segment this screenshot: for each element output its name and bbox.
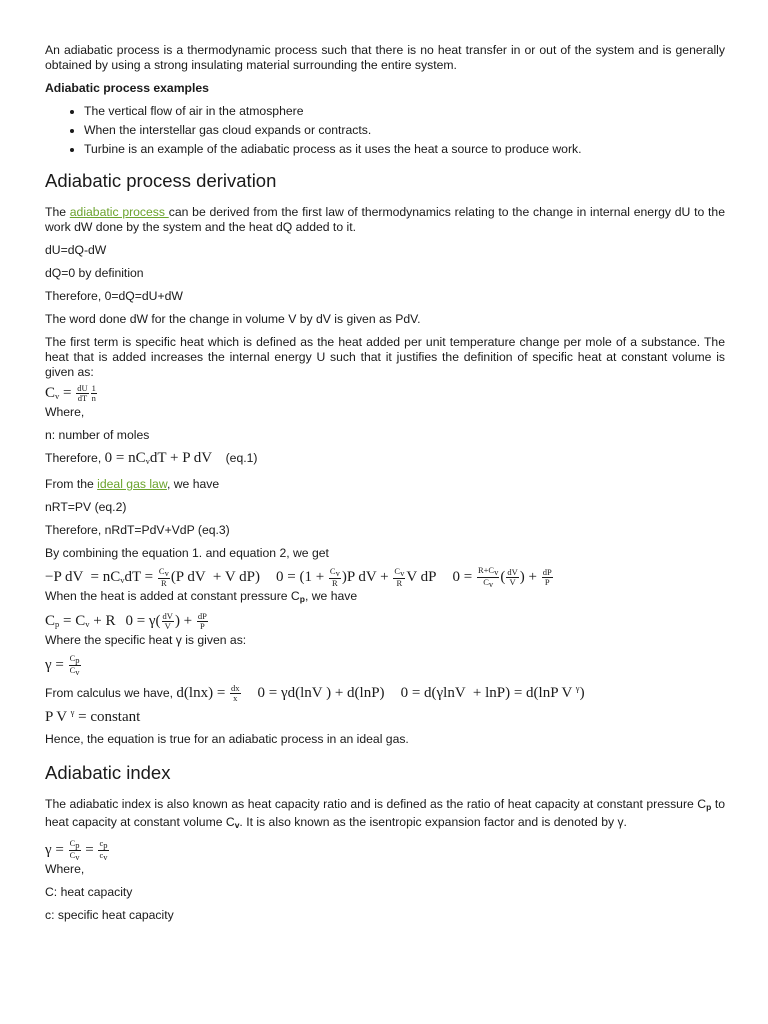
list-item: • Turbine is an example of the adiabatic process as it uses the heat a source to produce work. — [84, 142, 725, 157]
text-span: Therefore, — [45, 451, 105, 465]
text-span: The — [45, 205, 70, 219]
text-span: The adiabatic index is also known as heat capacity ratio and is defined as the ratio of heat capacity at constant pressure C — [45, 797, 707, 812]
where-label: Where, — [45, 405, 85, 419]
text-span: can be derived from the first law of thermodynamics relating to the change in internal energy dU to the work dW done by the system and the heat dQ added to it. — [45, 205, 725, 234]
equation-line: dQ=0 by definition — [45, 266, 144, 280]
adiabatic-relation: P V $^\gamma$ = constant — [45, 707, 141, 726]
hence-line: Hence, the equation is true for an adiabatic process in an ideal gas. — [45, 732, 409, 747]
equation-line: dU=dQ-dW — [45, 243, 107, 257]
list-item: • The vertical flow of air in the atmosphere — [84, 104, 725, 119]
combining-line: By combining the equation 1. and equation 2, we get — [45, 546, 329, 560]
subscript: p — [706, 802, 712, 813]
ideal-gas-line — [45, 477, 725, 492]
equation-line: The word done dW for the change in volume V by dV is given as PdV. — [45, 312, 421, 326]
where-label: Where, — [45, 862, 85, 877]
specific-heat-definition: c: specific heat capacity — [45, 908, 174, 923]
examples-heading: Adiabatic process examples — [45, 81, 209, 95]
text-span: From the — [45, 477, 98, 491]
text-span: . It is also known as the isentropic expansion factor and is denoted by γ. — [239, 815, 627, 830]
subscript: p — [299, 594, 305, 604]
calculus-line: From calculus we have, d(lnx) = $\frac{dx}{x}$ 0 = γd(lnV ) + d(lnP) 0 = d(γlnV + lnP) = d(lnP V $^\gamma$) — [45, 683, 585, 704]
text-span: constant — [90, 709, 141, 726]
cv-formula: $C_v$ = $\frac{dU}{dT}$ $\frac{1}{n}$ — [45, 383, 96, 404]
list-item: • When the interstellar gas cloud expands or contracts. — [84, 123, 725, 138]
article-body — [45, 43, 725, 931]
text-span: (eq.1) — [225, 451, 258, 465]
index-paragraph — [45, 797, 725, 833]
text-span: , we have — [166, 477, 220, 491]
cp-formula: $C_p = C_v + R$ 0 = γ( $\frac{dV}{V}$ ) + $\frac{dP}{P}$ — [45, 611, 207, 632]
gamma-given-line: Where the specific heat γ is given as: — [45, 633, 247, 647]
equation-line: Therefore, 0=dQ=dU+dW — [45, 289, 183, 303]
text-span: From calculus we have, — [45, 686, 177, 700]
text-span: , we have — [304, 589, 358, 603]
moles-definition: n: number of moles — [45, 428, 150, 442]
gamma-formula: γ = $\frac{Cp}{Cv}$ — [45, 653, 80, 677]
subscript: v — [234, 820, 240, 831]
derivation-paragraph — [45, 205, 725, 235]
text-span: to heat capacity at constant volume C — [45, 797, 725, 830]
index-formula: γ = $\frac{Cp}{Cv}$ = $\frac{cp}{cv}$ — [45, 838, 108, 863]
index-heading: Adiabatic index — [45, 762, 171, 784]
constant-pressure-line — [45, 589, 725, 607]
heat-capacity-definition: C: heat capacity — [45, 885, 133, 900]
eq1-line: Therefore, $0 = nC_vdT + P$ dV (eq.1) — [45, 450, 258, 466]
specific-heat-paragraph: The first term is specific heat which is defined as the heat added per unit temperature change per mole of a substance. The heat that is added increases the internal energy U such that it justifies the definition of specific heat at constant volume is given as: — [45, 335, 725, 379]
eq3-line: Therefore, nRdT=PdV+VdP (eq.3) — [45, 523, 230, 537]
combined-formula: −P dV = $nC_vdT$ = $\frac{Cv}{R}$ (P dV + V dP) 0 = (1 + $\frac{Cv}{R}$ )P dV + $\frac{Cv}{R}$ V dP 0 = $\frac{R+Cv}{Cv}$ ( $\frac{dV}{V}$ ) + $\frac{dP}{P}$ — [45, 565, 552, 589]
intro-paragraph: An adiabatic process is a thermodynamic process such that there is no heat transfer in or out of the system and is generally obtained by using a strong insulating material surrounding the entire system. — [45, 43, 725, 72]
derivation-heading: Adiabatic process derivation — [45, 170, 277, 191]
ideal-gas-law-link[interactable]: ideal gas law — [97, 477, 167, 491]
eq2-line: nRT=PV (eq.2) — [45, 500, 127, 514]
text-span: When the heat is added at constant pressure C — [45, 589, 300, 603]
adiabatic-process-link[interactable]: adiabatic process — [69, 205, 169, 219]
examples-list — [45, 104, 725, 157]
